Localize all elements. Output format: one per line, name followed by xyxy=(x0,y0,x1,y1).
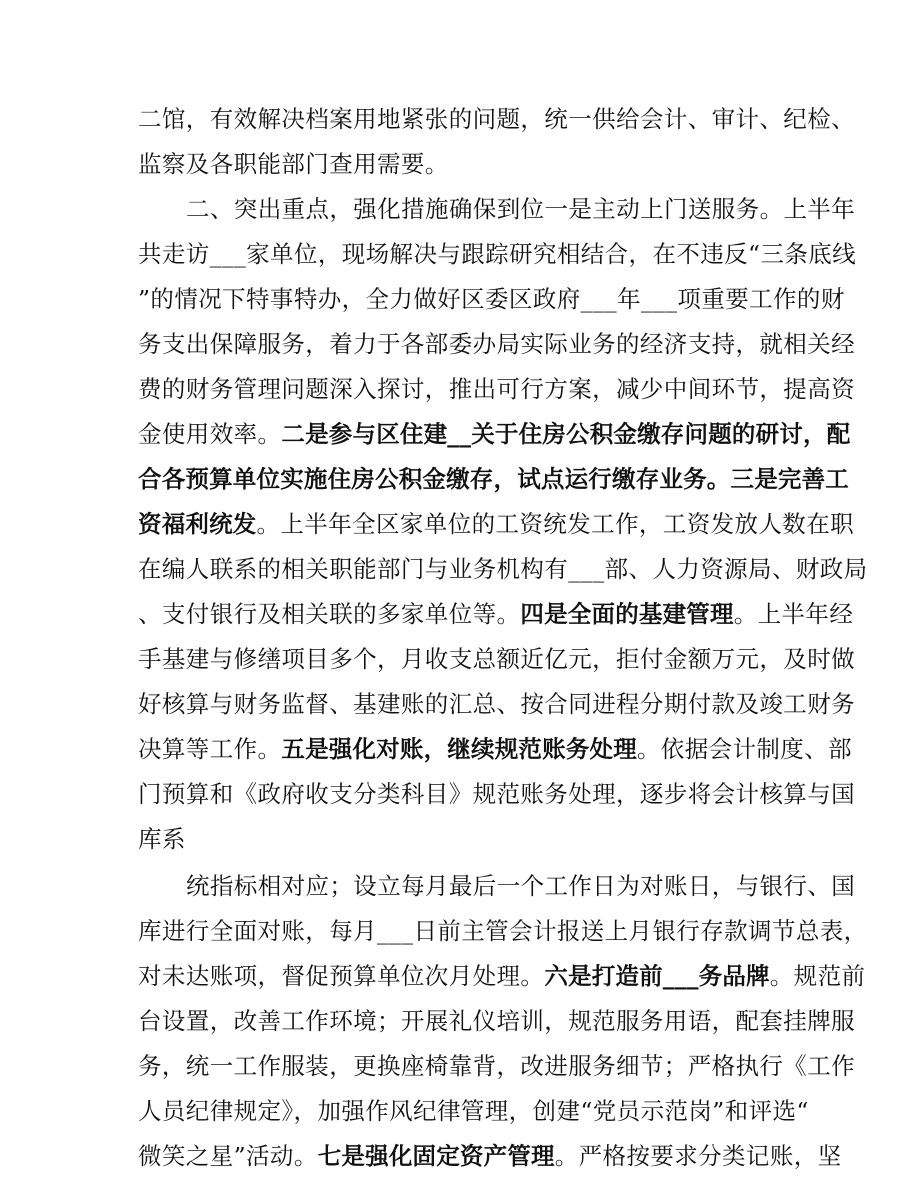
text-line xyxy=(138,548,868,590)
text-line xyxy=(138,368,855,410)
text-segment: 库系 xyxy=(138,825,186,853)
text-line xyxy=(138,955,866,997)
text-line xyxy=(138,638,855,680)
text-segment: 务，统一工作服装，更换座椅靠背，改进服务细节；严格执行《工作 xyxy=(138,1052,855,1080)
text-segment: 监察及各职能部门查用需要。 xyxy=(138,150,449,178)
text-segment: 人员纪律规定》，加强作风纪律管理，创建“党员示范岗”和评选“ xyxy=(138,1097,809,1125)
text-segment: 。规范前 xyxy=(769,962,866,990)
bold-text-segment: 资福利统发 xyxy=(138,510,257,538)
text-segment: 、支付银行及相关联的多家单位等。 xyxy=(138,600,521,628)
text-segment: 。严格按要求分类记账，坚 xyxy=(554,1142,842,1170)
text-line xyxy=(138,98,855,140)
text-line xyxy=(138,728,853,770)
text-segment: 。依据会计制度、部 xyxy=(636,735,853,763)
bold-text-segment: 五是强化对账，继续规范账务处理 xyxy=(281,735,637,763)
text-segment: 。上半年全区家单位的工资统发工作，工资发放人数在职 xyxy=(256,510,854,538)
text-line xyxy=(138,593,854,635)
text-segment: 共走访___家单位，现场解决与跟踪研究相结合，在不违反“三条底线 xyxy=(138,240,857,268)
text-line xyxy=(138,143,788,185)
text-line xyxy=(138,1000,855,1042)
text-segment: 金使用效率。 xyxy=(138,420,282,448)
text-line xyxy=(138,278,845,320)
text-segment: ”的情况下特事特办，全力做好区委区政府___年___项重要工作的财 xyxy=(138,285,845,313)
text-line xyxy=(138,233,857,275)
text-segment: 对未达账项，督促预算单位次月处理。 xyxy=(138,962,545,990)
text-segment: 务支出保障服务，着力于各部委办局实际业务的经济支持，就相关经 xyxy=(138,330,855,358)
text-segment: 门预算和《政府收支分类科目》规范账务处理，逐步将会计核算与国 xyxy=(138,780,855,808)
text-segment: 费的财务管理问题深入探讨，推出可行方案，减少中间环节，提高资 xyxy=(138,375,855,403)
text-segment: 二馆，有效解决档案用地紧张的问题，统一供给会计、审计、纪检、 xyxy=(138,105,855,133)
text-segment: 在编人联系的相关职能部门与业务机构有___部、人力资源局、财政局 xyxy=(138,555,868,583)
text-line xyxy=(138,818,788,860)
text-line xyxy=(138,683,855,725)
text-segment: 好核算与财务监督、基建账的汇总、按合同进程分期付款及竣工财务 xyxy=(138,690,855,718)
bold-text-segment: 二是参与区住建__关于住房公积金缴存问题的研讨，配 xyxy=(281,420,851,448)
text-segment: 微笑之星”活动。 xyxy=(138,1142,318,1170)
text-segment: 统指标相对应；设立每月最后一个工作日为对账日，与银行、国 xyxy=(186,872,856,900)
text-line xyxy=(138,910,868,952)
text-line xyxy=(138,1045,855,1087)
bold-text-segment: 七是强化固定资产管理 xyxy=(317,1142,555,1170)
text-line xyxy=(138,1090,809,1132)
text-segment: 库进行全面对账，每月___日前主管会计报送上月银行存款调节总表， xyxy=(138,917,868,945)
text-line xyxy=(186,188,856,230)
text-segment: 台设置，改善工作环境；开展礼仪培训，规范服务用语，配套挂牌服 xyxy=(138,1007,855,1035)
text-segment: 二、突出重点，强化措施确保到位一是主动上门送服务。上半年 xyxy=(186,195,856,223)
text-segment: 。上半年经 xyxy=(733,600,854,628)
bold-text-segment: 六是打造前___务品牌 xyxy=(544,962,770,990)
bold-text-segment: 四是全面的基建管理 xyxy=(520,600,734,628)
text-line xyxy=(138,1135,842,1177)
text-line xyxy=(138,323,855,365)
text-line xyxy=(186,865,856,907)
text-line xyxy=(138,773,855,815)
text-segment: 决算等工作。 xyxy=(138,735,282,763)
text-line xyxy=(138,503,854,545)
text-line xyxy=(138,458,849,500)
bold-text-segment: 合各预算单位实施住房公积金缴存，试点运行缴存业务。三是完善工 xyxy=(138,465,849,493)
text-line xyxy=(138,413,851,455)
text-segment: 手基建与修缮项目多个，月收支总额近亿元，拒付金额万元，及时做 xyxy=(138,645,855,673)
